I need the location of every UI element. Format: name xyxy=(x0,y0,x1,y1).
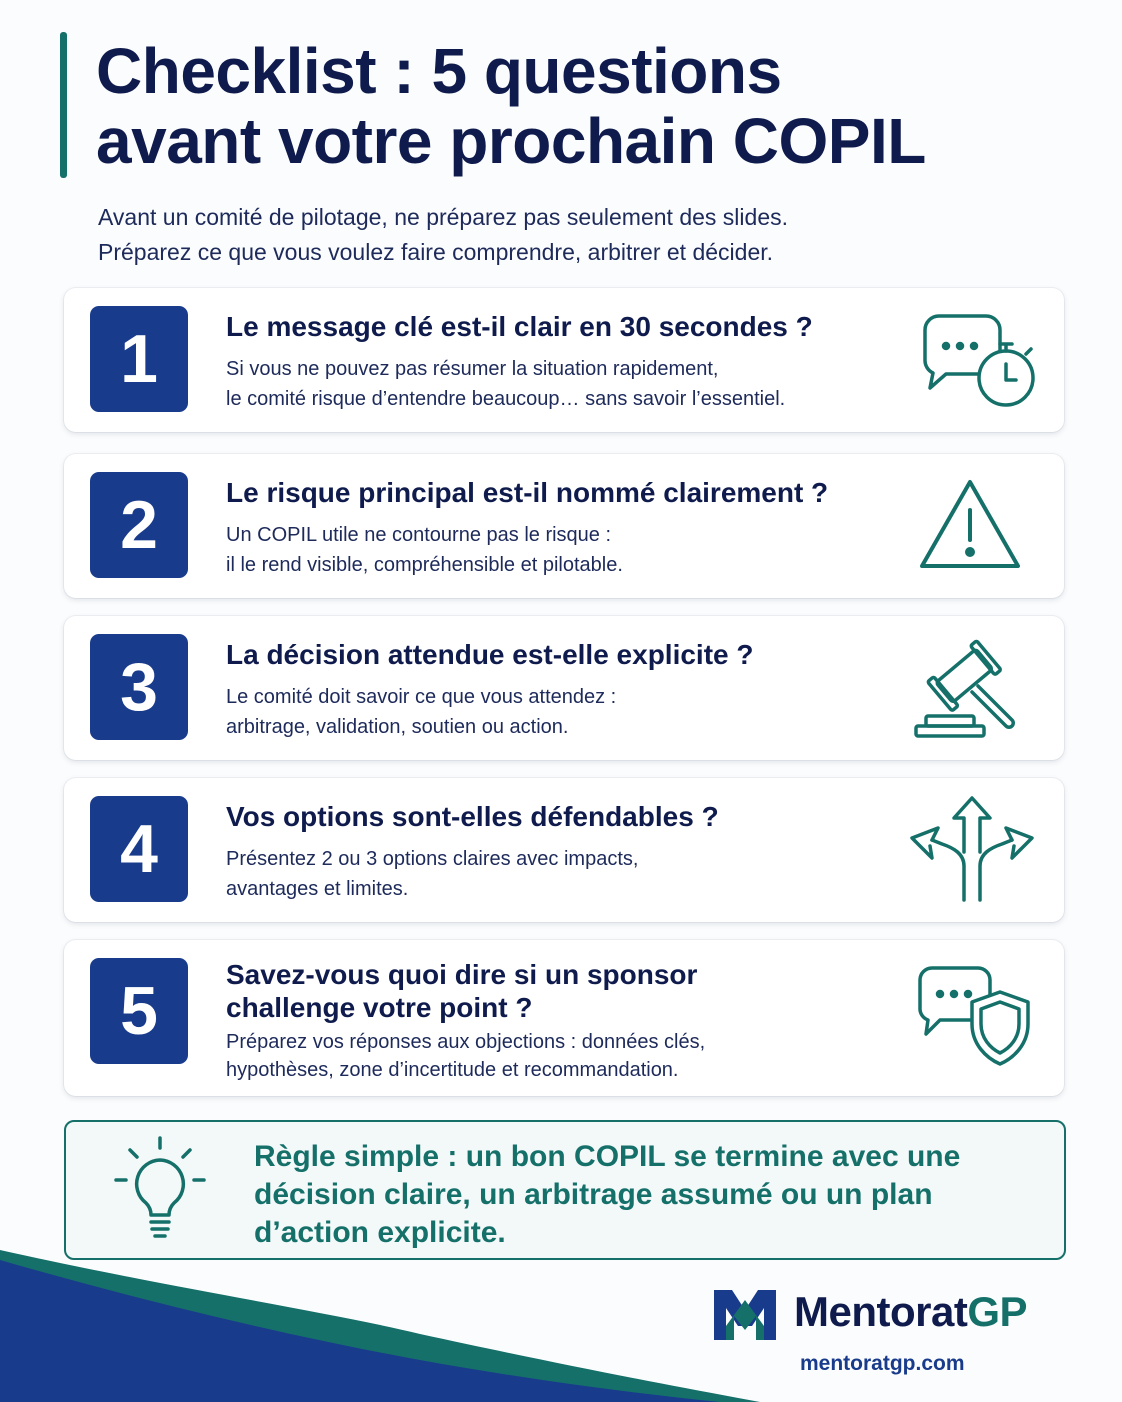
checklist-item-2 xyxy=(64,454,1064,598)
item-question-line: challenge votre point ? xyxy=(226,992,533,1023)
brand-part-1: Mentorat xyxy=(794,1288,968,1335)
intro-line-2: Préparez ce que vous voulez faire comprendre, arbitrer et décider. xyxy=(98,239,774,265)
item-number-badge: 2 xyxy=(90,472,188,578)
intro-text xyxy=(98,200,1058,270)
item-description xyxy=(226,354,916,414)
rule-line: d’action explicite. xyxy=(254,1216,506,1249)
warning-triangle-icon xyxy=(902,472,1042,582)
item-description-line: Présentez 2 ou 3 options claires avec impacts, xyxy=(226,848,639,870)
item-description-line: Le comité doit savoir ce que vous attendez : xyxy=(226,686,617,708)
item-question-line: Savez-vous quoi dire si un sponsor xyxy=(226,959,698,990)
item-description-line: Préparez vos réponses aux objections : données clés, xyxy=(226,1031,706,1053)
gavel-icon xyxy=(902,634,1042,744)
item-question-line: Le risque principal est-il nommé clairement ? xyxy=(226,477,829,508)
item-question-line: Le message clé est-il clair en 30 secondes ? xyxy=(226,311,813,342)
title-line-2: avant votre prochain COPIL xyxy=(96,105,926,177)
three-way-arrows-icon xyxy=(902,796,1042,906)
rule-line: décision claire, un arbitrage assumé ou un plan xyxy=(254,1178,933,1211)
item-description xyxy=(226,844,916,904)
item-description xyxy=(226,520,916,580)
item-question xyxy=(226,638,916,671)
checklist-item-4 xyxy=(64,778,1064,922)
item-number-badge: 3 xyxy=(90,634,188,740)
item-description xyxy=(226,682,916,742)
footer-wave-decoration xyxy=(0,1250,760,1402)
item-number-badge: 5 xyxy=(90,958,188,1064)
title-accent-bar xyxy=(60,32,67,178)
mentoratgp-logo-icon xyxy=(712,1286,778,1342)
intro-line-1: Avant un comité de pilotage, ne préparez pas seulement des slides. xyxy=(98,204,788,230)
item-number-badge: 1 xyxy=(90,306,188,412)
simple-rule-text xyxy=(254,1138,1014,1252)
item-description xyxy=(226,1028,916,1084)
checklist-item-1 xyxy=(64,288,1064,432)
checklist-item-5 xyxy=(64,940,1064,1096)
rule-line: Règle simple : un bon COPIL se termine avec une xyxy=(254,1140,961,1173)
checklist-item-3 xyxy=(64,616,1064,760)
item-question xyxy=(226,476,916,509)
item-description-line: Si vous ne pouvez pas résumer la situation rapidement, xyxy=(226,358,719,380)
simple-rule-box xyxy=(64,1120,1066,1260)
brand-name xyxy=(794,1284,1027,1340)
lightbulb-icon xyxy=(110,1134,210,1246)
website-link[interactable]: mentoratgp.com xyxy=(800,1352,965,1375)
item-number-badge: 4 xyxy=(90,796,188,902)
item-description-line: il le rend visible, compréhensible et pilotable. xyxy=(226,554,623,576)
item-description-line: arbitrage, validation, soutien ou action. xyxy=(226,716,569,738)
title-line-1: Checklist : 5 questions xyxy=(96,35,782,107)
speech-bubble-shield-icon xyxy=(902,962,1042,1072)
page-title xyxy=(96,36,1076,176)
brand-part-2: GP xyxy=(967,1288,1028,1335)
item-description-line: avantages et limites. xyxy=(226,878,409,900)
item-description-line: le comité risque d’entendre beaucoup… sans savoir l’essentiel. xyxy=(226,388,786,410)
item-question xyxy=(226,958,916,1024)
item-question xyxy=(226,310,916,343)
item-question-line: Vos options sont-elles défendables ? xyxy=(226,801,719,832)
item-question-line: La décision attendue est-elle explicite ? xyxy=(226,639,754,670)
item-description-line: Un COPIL utile ne contourne pas le risque : xyxy=(226,524,612,546)
speech-bubble-stopwatch-icon xyxy=(902,306,1042,416)
item-question xyxy=(226,800,916,833)
item-description-line: hypothèses, zone d’incertitude et recommandation. xyxy=(226,1059,679,1081)
